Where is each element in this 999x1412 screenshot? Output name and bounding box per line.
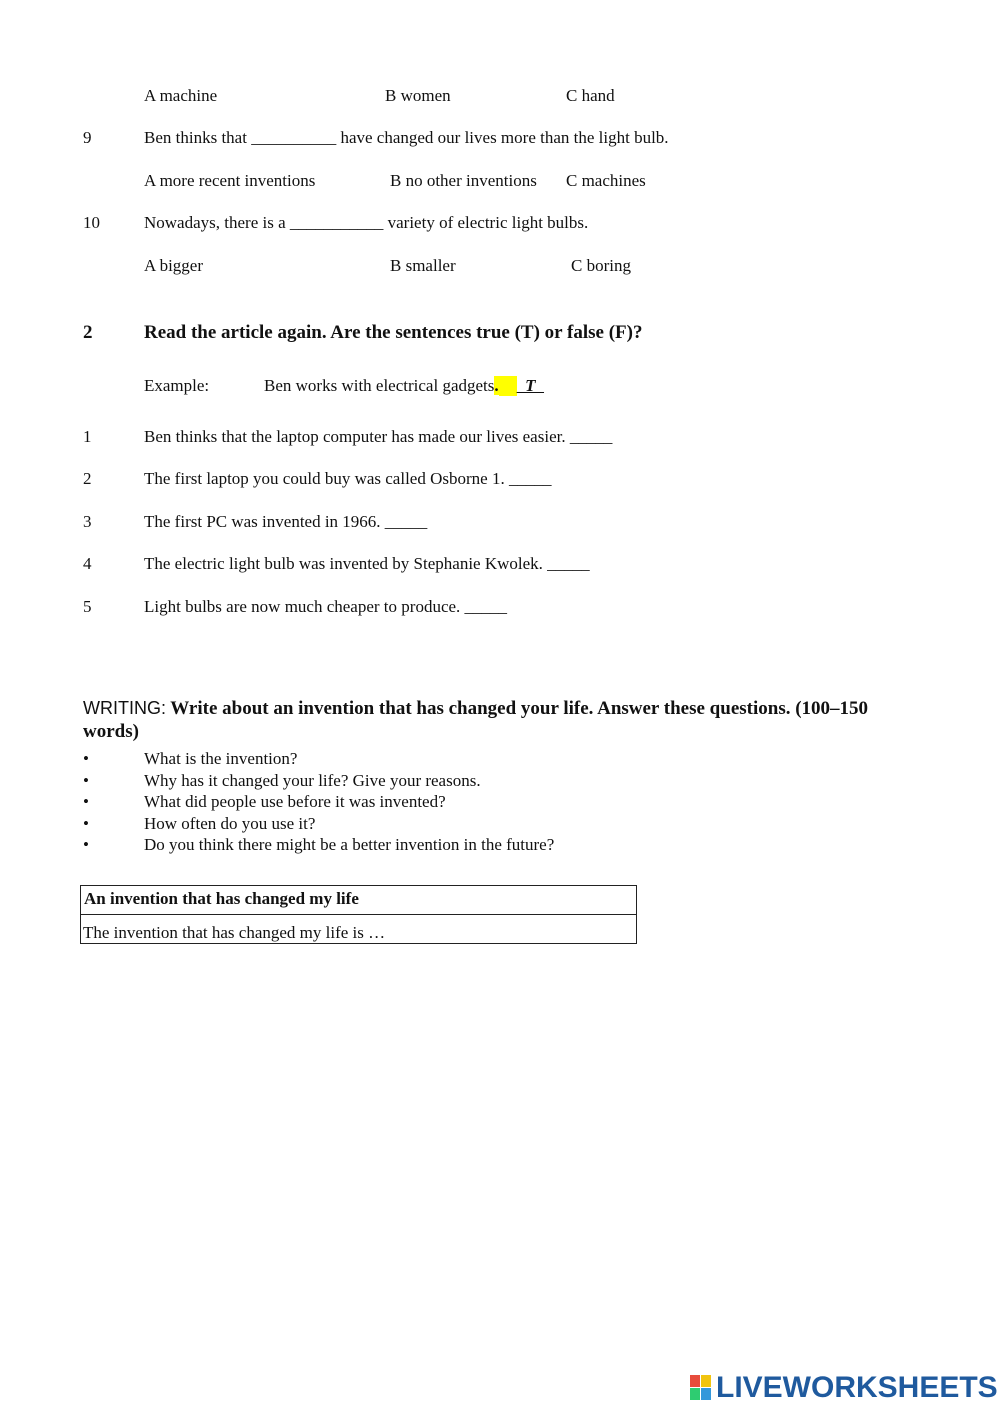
tf-item-text: The first PC was invented in 1966. _____ (144, 512, 428, 531)
q9-number: 9 (83, 128, 92, 147)
example-sentence (264, 376, 544, 396)
tf-item-number: 3 (83, 512, 92, 531)
example-text: Ben works with electrical gadgets (264, 376, 495, 395)
writing-box-divider (81, 914, 636, 915)
tf-item-text: Light bulbs are now much cheaper to produce. _____ (144, 597, 508, 616)
writing-box (80, 885, 637, 944)
example-answer: T (516, 376, 545, 395)
bullet-icon: • (83, 792, 89, 811)
q10-option-a: A bigger (144, 256, 204, 275)
writing-question: How often do you use it? (144, 814, 316, 833)
q8-option-b: B women (385, 86, 451, 105)
q10-option-b: B smaller (390, 256, 456, 275)
q10-number: 10 (83, 213, 100, 232)
writing-question: Do you think there might be a better invention in the future? (144, 835, 555, 854)
q9-option-a: A more recent inventions (144, 171, 316, 190)
bullet-icon: • (83, 771, 89, 790)
tf-item-text: The electric light bulb was invented by Stephanie Kwolek. _____ (144, 554, 590, 573)
liveworksheets-logo-text: LIVEWORKSHEETS (716, 1371, 998, 1404)
writing-question: Why has it changed your life? Give your reasons. (144, 771, 481, 790)
highlight-block (499, 376, 517, 396)
q9-text: Ben thinks that __________ have changed our lives more than the light bulb. (144, 128, 669, 147)
writing-instruction-cont: words) (83, 721, 139, 742)
liveworksheets-logo (690, 1372, 998, 1404)
bullet-icon: • (83, 814, 89, 833)
example-highlight: . (494, 376, 499, 395)
writing-question: What did people use before it was invented? (144, 792, 446, 811)
section2-number: 2 (83, 322, 93, 343)
writing-question: What is the invention? (144, 749, 298, 768)
tf-item-number: 1 (83, 427, 92, 446)
writing-heading (83, 698, 868, 720)
writing-box-text: The invention that has changed my life is … (83, 923, 386, 942)
tf-item-text: Ben thinks that the laptop computer has made our lives easier. _____ (144, 427, 613, 446)
q10-option-c: C boring (571, 256, 631, 275)
bullet-icon: • (83, 835, 89, 854)
liveworksheets-logo-icon (690, 1375, 712, 1401)
tf-item-text: The first laptop you could buy was called Osborne 1. _____ (144, 469, 552, 488)
example-label: Example: (144, 376, 210, 395)
q9-option-c: C machines (566, 171, 646, 190)
q8-option-c: C hand (566, 86, 615, 105)
q8-option-a: A machine (144, 86, 218, 105)
section2-title: Read the article again. Are the sentences true (T) or false (F)? (144, 322, 643, 343)
q10-text: Nowadays, there is a ___________ variety of electric light bulbs. (144, 213, 589, 232)
writing-box-title: An invention that has changed my life (84, 889, 359, 908)
writing-label: WRITING: (83, 698, 166, 718)
tf-item-number: 4 (83, 554, 92, 573)
bullet-icon: • (83, 749, 89, 768)
q9-option-b: B no other inventions (390, 171, 537, 190)
tf-item-number: 2 (83, 469, 92, 488)
writing-instruction: Write about an invention that has changed your life. Answer these questions. (100–150 (170, 698, 869, 719)
tf-item-number: 5 (83, 597, 92, 616)
